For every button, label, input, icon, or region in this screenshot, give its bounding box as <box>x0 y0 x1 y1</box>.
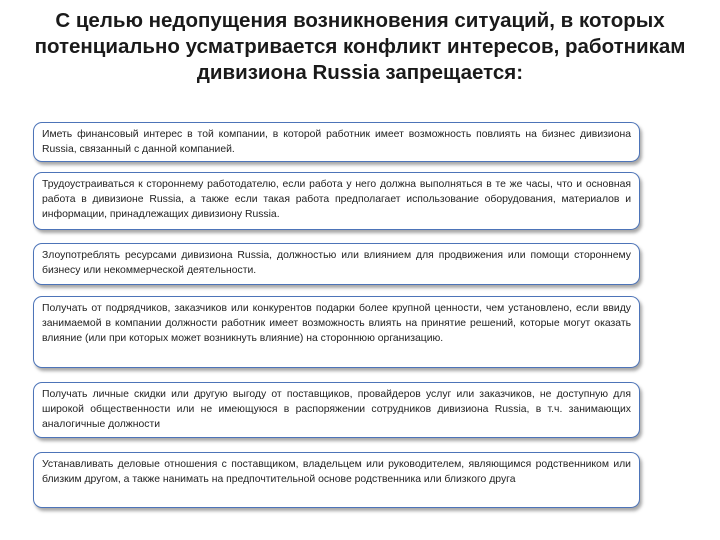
prohibition-item-gifts: Получать от подрядчиков, заказчиков или конкурентов подарки более крупной ценности, чем установлено, если ввиду занимаемой в компании должности работник имеет возможность влиять на принятие решений, которые могут оказать влияние (или при которых может возникнуть влияние) на стороннюю организацию. <box>33 296 640 368</box>
prohibition-item-financial-interest: Иметь финансовый интерес в той компании, в которой работник имеет возможность повлиять на бизнес дивизиона Russia, связанный с данной компанией. <box>33 122 640 162</box>
prohibition-item-related-parties: Устанавливать деловые отношения с поставщиком, владельцем или руководителем, являющимся родственником или близким другом, а также нанимать на предпочтительной основе родственника или близкого друга <box>33 452 640 508</box>
prohibition-item-personal-discounts: Получать личные скидки или другую выгоду от поставщиков, провайдеров услуг или заказчиков, не доступную для широкой общественности или не имеющуюся в распоряжении сотрудников дивизиона Russia, в т.ч. занимающих аналогичные должности <box>33 382 640 438</box>
page-title: С целью недопущения возникновения ситуаций, в которых потенциально усматривается конфликт интересов, работникам дивизиона Russia запрещается: <box>34 9 686 84</box>
prohibition-item-resource-abuse: Злоупотреблять ресурсами дивизиона Russia, должностью или влиянием для продвижения или помощи стороннему бизнесу или некоммерческой деятельности. <box>33 243 640 285</box>
prohibition-item-external-employment: Трудоустраиваться к стороннему работодателю, если работа у него должна выполняться в те же часы, что и основная работа в дивизионе Russia, а также если такая работа предполагает использование оборудования, материалов и информации, принадлежащих дивизиону Russia. <box>33 172 640 230</box>
